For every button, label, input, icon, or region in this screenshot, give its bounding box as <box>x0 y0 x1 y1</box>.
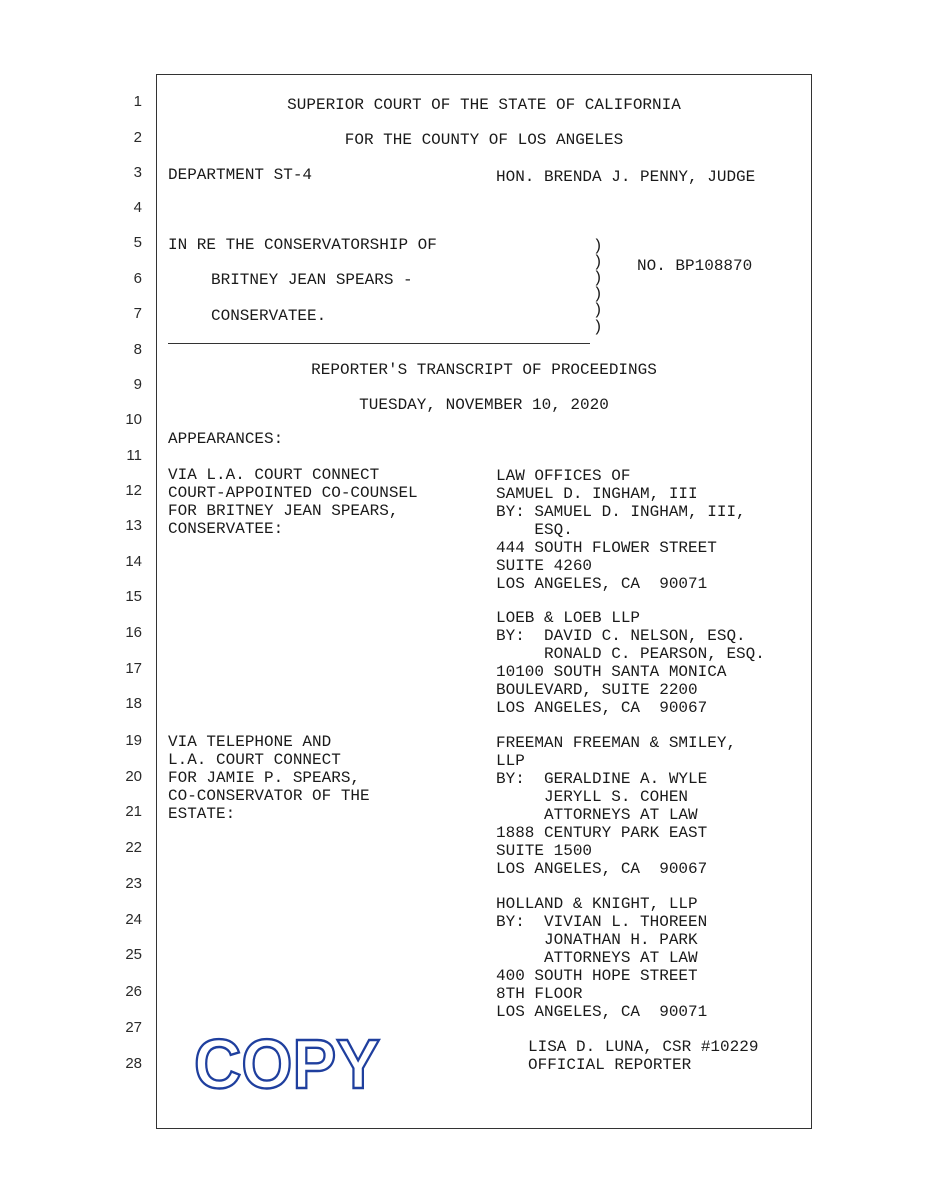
line-number: 19 <box>125 732 142 749</box>
caption-paren: ) <box>593 285 603 303</box>
appearance-right: BY: SAMUEL D. INGHAM, III, <box>496 503 746 521</box>
appearance-right: LOS ANGELES, CA 90071 <box>496 575 708 593</box>
line-number: 23 <box>125 875 142 892</box>
appearance-left: FOR BRITNEY JEAN SPEARS, <box>168 502 399 520</box>
line-number: 8 <box>133 341 142 358</box>
caption-paren: ) <box>593 301 603 319</box>
caption-paren: ) <box>593 318 603 336</box>
page-border <box>156 74 812 1129</box>
caption-paren: ) <box>593 269 603 287</box>
line-number: 13 <box>125 517 142 534</box>
line-number: 22 <box>125 839 142 856</box>
appearance-right: LOS ANGELES, CA 90067 <box>496 860 708 878</box>
appearance-left: ESTATE: <box>168 805 236 823</box>
appearance-right: BOULEVARD, SUITE 2200 <box>496 681 698 699</box>
appearance-right: 444 SOUTH FLOWER STREET <box>496 539 717 557</box>
reporter-name: LISA D. LUNA, CSR #10229 <box>528 1038 759 1056</box>
appearance-right: BY: DAVID C. NELSON, ESQ. <box>496 627 746 645</box>
county-name: FOR THE COUNTY OF LOS ANGELES <box>344 131 624 149</box>
appearance-right: RONALD C. PEARSON, ESQ. <box>496 645 765 663</box>
appearance-left: COURT-APPOINTED CO-COUNSEL <box>168 484 418 502</box>
appearance-right: BY: VIVIAN L. THOREEN <box>496 913 708 931</box>
caption-paren: ) <box>593 237 603 255</box>
appearance-left: L.A. COURT CONNECT <box>168 751 341 769</box>
line-number: 10 <box>125 411 142 428</box>
appearance-right: 1888 CENTURY PARK EAST <box>496 824 708 842</box>
line-number: 14 <box>125 553 142 570</box>
caption-line-3: CONSERVATEE. <box>211 307 327 325</box>
caption-paren: ) <box>593 253 603 271</box>
appearances-heading: APPEARANCES: <box>168 430 284 448</box>
department: DEPARTMENT ST-4 <box>168 166 313 184</box>
appearance-right: 400 SOUTH HOPE STREET <box>496 967 698 985</box>
appearance-right: 10100 SOUTH SANTA MONICA <box>496 663 727 681</box>
transcript-title: REPORTER'S TRANSCRIPT OF PROCEEDINGS <box>311 361 657 379</box>
appearance-left: VIA L.A. COURT CONNECT <box>168 466 380 484</box>
appearance-right: BY: GERALDINE A. WYLE <box>496 770 708 788</box>
line-number: 20 <box>125 768 142 785</box>
line-number: 17 <box>125 660 142 677</box>
line-number: 6 <box>133 270 142 287</box>
caption-line-2: BRITNEY JEAN SPEARS - <box>211 271 413 289</box>
line-number: 11 <box>126 447 142 464</box>
appearance-right: LOEB & LOEB LLP <box>496 609 641 627</box>
line-number: 1 <box>133 93 142 110</box>
appearance-right: JERYLL S. COHEN <box>496 788 689 806</box>
appearance-left: CONSERVATEE: <box>168 520 284 538</box>
caption-line-1: IN RE THE CONSERVATORSHIP OF <box>168 236 437 254</box>
court-name: SUPERIOR COURT OF THE STATE OF CALIFORNIA <box>287 96 681 114</box>
line-number: 21 <box>125 803 142 820</box>
hearing-date: TUESDAY, NOVEMBER 10, 2020 <box>359 396 609 414</box>
line-number: 18 <box>125 695 142 712</box>
line-number: 7 <box>133 305 142 322</box>
case-number: NO. BP108870 <box>637 257 753 275</box>
judge-name: HON. BRENDA J. PENNY, JUDGE <box>496 168 756 186</box>
line-number: 5 <box>133 234 142 251</box>
line-number: 27 <box>125 1019 142 1036</box>
reporter-title: OFFICIAL REPORTER <box>528 1056 692 1074</box>
line-number: 15 <box>125 588 142 605</box>
appearance-left: FOR JAMIE P. SPEARS, <box>168 769 361 787</box>
copy-stamp-text: COPY <box>194 1025 380 1094</box>
line-number: 25 <box>125 946 142 963</box>
appearance-left: CO-CONSERVATOR OF THE <box>168 787 370 805</box>
line-number: 26 <box>125 983 142 1000</box>
appearance-right: 8TH FLOOR <box>496 985 583 1003</box>
appearance-right: ESQ. <box>496 521 573 539</box>
line-number: 4 <box>133 199 142 216</box>
appearance-right: FREEMAN FREEMAN & SMILEY, <box>496 734 737 752</box>
line-number: 28 <box>125 1055 142 1072</box>
appearance-right: SAMUEL D. INGHAM, III <box>496 485 698 503</box>
appearance-right: SUITE 1500 <box>496 842 593 860</box>
caption-underline <box>168 343 590 344</box>
line-number: 16 <box>125 624 142 641</box>
line-number: 24 <box>125 911 142 928</box>
appearance-right: LOS ANGELES, CA 90067 <box>496 699 708 717</box>
appearance-right: ATTORNEYS AT LAW <box>496 806 698 824</box>
copy-stamp <box>190 1024 390 1094</box>
appearance-left: VIA TELEPHONE AND <box>168 733 332 751</box>
appearance-right: HOLLAND & KNIGHT, LLP <box>496 895 698 913</box>
appearance-right: LOS ANGELES, CA 90071 <box>496 1003 708 1021</box>
line-number: 12 <box>125 482 142 499</box>
appearance-right: LLP <box>496 752 525 770</box>
line-number: 2 <box>133 129 142 146</box>
appearance-right: ATTORNEYS AT LAW <box>496 949 698 967</box>
line-number: 3 <box>133 164 142 181</box>
line-number: 9 <box>133 376 142 393</box>
appearance-right: LAW OFFICES OF <box>496 467 631 485</box>
appearance-right: JONATHAN H. PARK <box>496 931 698 949</box>
appearance-right: SUITE 4260 <box>496 557 593 575</box>
